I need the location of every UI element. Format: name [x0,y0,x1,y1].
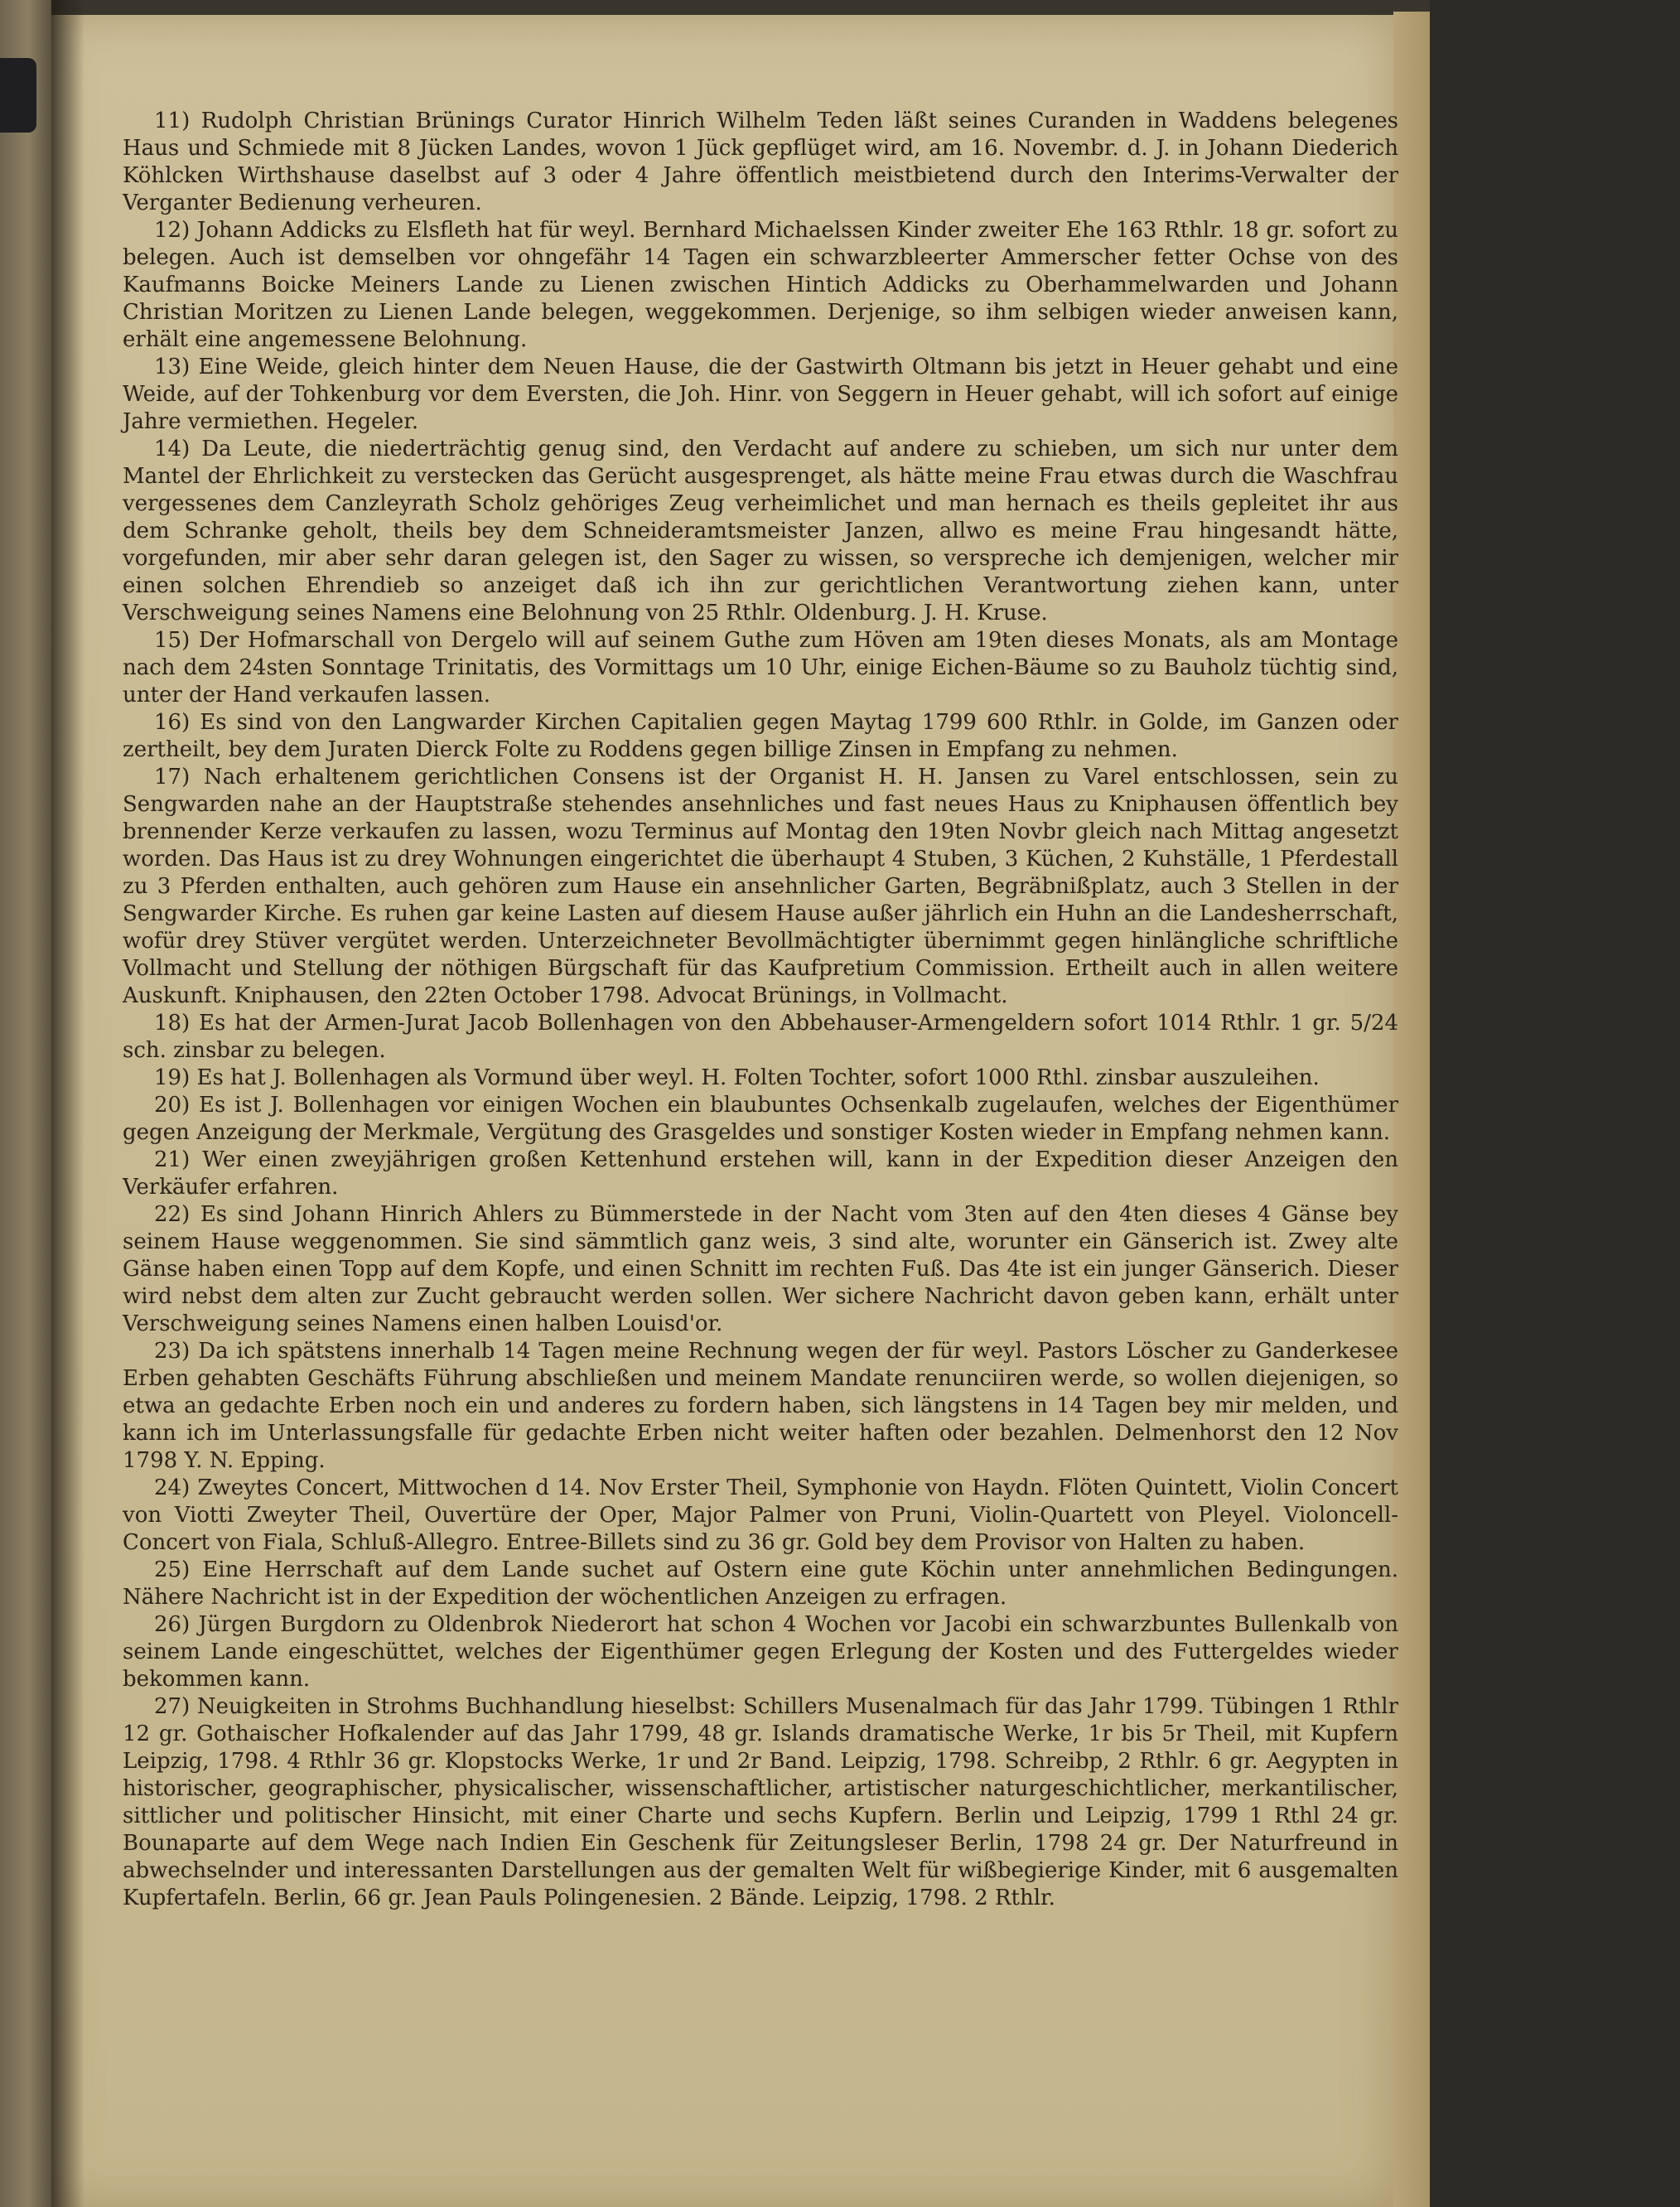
entry-16: 16) Es sind von den Langwarder Kirchen Capitalien gegen Maytag 1799 600 Rthlr. in Golde, im Ganzen oder zertheilt, bey dem Juraten Dierck Folte zu Roddens gegen billige Zinsen in Empfang zu nehmen. [123,710,1398,762]
entry-25: 25) Eine Herrschaft auf dem Lande suchet auf Ostern eine gute Köchin unter annehmlichen Bedingungen. Nähere Nachricht ist in der Expedition der wöchentlichen Anzeigen zu erfragen. [123,1557,1398,1610]
entry-27: 27) Neuigkeiten in Strohms Buchhandlung hieselbst: Schillers Musenalmach für das Jahr 1799. Tübingen 1 Rthlr 12 gr. Gothaischer Hofkalender auf das Jahr 1799, 48 gr. Islands dramatische Werke, 1r bis 5r Theil, mit Kupfern Leipzig, 1798. 4 Rthlr 36 gr. Klopstocks Werke, 1r und 2r Band. Leipzig, 1798. Schreibp, 2 Rthlr. 6 gr. Aegypten in historischer, geographischer, physicalischer, wissenschaftlicher, artistischer naturgeschichtlicher, merkantilischer, sittlicher und politischer Hinsicht, mit einer Charte und sechs Kupfern. Berlin und Leipzig, 1799 1 Rthl 24 gr. Bounaparte auf dem Wege nach Indien Ein Geschenk für Zeitungsleser Berlin, 1798 24 gr. Der Naturfreund in abwechselnder und interessanten Darstellungen aus der gemalten Welt für wißbegierige Kinder, mit 6 ausgemalten Kupfertafeln. Berlin, 66 gr. Jean Pauls Polingenesien. 2 Bände. Leipzig, 1798. 2 Rthlr. [123,1694,1398,1910]
entry-19: 19) Es hat J. Bollenhagen als Vormund über weyl. H. Folten Tochter, sofort 1000 Rthl. zinsbar auszuleihen. [154,1065,1320,1090]
page-edge [1393,12,1430,2207]
entry-24: 24) Zweytes Concert, Mittwochen d 14. Nov Erster Theil, Symphonie von Haydn. Flöten Quintett, Violin Concert von Viotti Zweyter Theil, Ouvertüre der Oper, Major Palmer von Pruni, Violin-Quartett von Pleyel. Violoncell-Concert von Fiala, Schluß-Allegro. Entree-Billets sind zu 36 gr. Gold bey dem Provisor von Halten zu haben. [123,1475,1398,1555]
facing-page-edge [0,0,51,2207]
entry-20: 20) Es ist J. Bollenhagen vor einigen Wochen ein blaubuntes Ochsenkalb zugelaufen, welches der Eigenthümer gegen Anzeigung der Merkmale, Vergütung des Grasgeldes und sonstiger Kosten wieder in Empfang nehmen kann. [123,1093,1398,1145]
entry-12: 12) Johann Addicks zu Elsfleth hat für weyl. Bernhard Michaelssen Kinder zweiter Ehe 163 Rthlr. 18 gr. sofort zu belegen. Auch ist demselben vor ohngefähr 14 Tagen ein schwarzbleerter Ammerscher fetter Ochse von des Kaufmanns Boicke Meiners Lande zu Lienen zwischen Hintich Addicks zu Oberhammelwarden und Johann Christian Moritzen zu Lienen Lande belegen, weggekommen. Derjenige, so ihm selbigen wieder anweisen kann, erhält eine angemessene Belohnung. [123,218,1398,352]
binding-clip [0,58,36,133]
entry-18: 18) Es hat der Armen-Jurat Jacob Bollenhagen von den Abbehauser-Armengeldern sofort 1014 Rthlr. 1 gr. 5/24 sch. zinsbar zu belegen. [123,1011,1398,1063]
entry-15: 15) Der Hofmarschall von Dergelo will auf seinem Guthe zum Höven am 19ten dieses Monats, als am Montage nach dem 24sten Sonntage Trinitatis, des Vormittags um 10 Uhr, einige Eichen-Bäume so zu Bauholz tüchtig sind, unter der Hand verkaufen lassen. [123,628,1398,707]
entry-14: 14) Da Leute, die niederträchtig genug sind, den Verdacht auf andere zu schieben, um sich nur unter dem Mantel der Ehrlichkeit zu verstecken das Gerücht ausgesprenget, als hätte meine Frau etwas durch die Waschfrau vergessenes dem Canzleyrath Scholz gehöriges Zeug verheimlichet und man hernach es theils gepleitet ihr aus dem Schranke geholt, theils bey dem Schneideramtsmeister Janzen, allwo es meine Frau hingesandt hätte, vorgefunden, mir aber sehr daran gelegen ist, den Sager zu wissen, so verspreche ich demjenigen, welcher mir einen solchen Ehrendieb so anzeiget daß ich ihn zur gerichtlichen Verantwortung ziehen kann, unter Verschweigung seines Namens eine Belohnung von 25 Rthlr. Oldenburg. J. H. Kruse. [123,437,1398,625]
entry-26: 26) Jürgen Burgdorn zu Oldenbrok Niederort hat schon 4 Wochen vor Jacobi ein schwarzbuntes Bullenkalb von seinem Lande eingeschüttet, welches der Eigenthümer gegen Erlegung der Kosten und des Futtergeldes wieder bekommen kann. [123,1612,1398,1692]
entry-23: 23) Da ich spätstens innerhalb 14 Tagen meine Rechnung wegen der für weyl. Pastors Löscher zu Ganderkesee Erben gehabten Geschäfts Führung abschließen und meinem Mandate renunciiren werde, so wollen diejenigen, so etwa an gedachte Erben noch ein und anderes zu fordern haben, sich längstens in 14 Tagen bey mir melden, und kann ich im Unterlassungsfalle für gedachte Erben nicht weiter haften oder bezahlen. Delmenhorst den 12 Nov 1798 Y. N. Epping. [123,1339,1398,1473]
entry-13: 13) Eine Weide, gleich hinter dem Neuen Hause, die der Gastwirth Oltmann bis jetzt in Heuer gehabt und eine Weide, auf der Tohkenburg vor dem Eversten, die Joh. Hinr. von Seggern in Heuer gehabt, will ich sofort auf einige Jahre vermiethen. Hegeler. [123,355,1398,434]
scan-backdrop [1430,0,1680,2207]
entry-22: 22) Es sind Johann Hinrich Ahlers zu Bümmerstede in der Nacht vom 3ten auf den 4ten dieses 4 Gänse bey seinem Hause weggenommen. Sie sind sämmtlich ganz weis, 3 sind alte, worunter ein Gänserich ist. Zwey alte Gänse haben einen Topp auf dem Kopfe, und einen Schnitt im rechten Fuß. Das 4te ist ein junger Gänserich. Dieser wird nebst dem alten zur Zucht gebraucht werden sollen. Wer sichere Nachricht davon geben kann, erhält unter Verschweigung seines Namens einen halben Louisd'or. [123,1202,1398,1336]
spine-shadow [51,0,84,2207]
entry-11: 11) Rudolph Christian Brünings Curator Hinrich Wilhelm Teden läßt seines Curanden in Waddens belegenes Haus und Schmiede mit 8 Jücken Landes, wovon 1 Jück gepflüget wird, am 16. Novembr. d. J. in Johann Diederich Köhlcken Wirthshause daselbst auf 3 oder 4 Jahre öffentlich meistbietend durch den Interims-Verwalter der Verganter Bedienung verheuren. [123,109,1398,215]
entry-21: 21) Wer einen zweyjährigen großen Kettenhund erstehen will, kann in der Expedition dieser Anzeigen den Verkäufer erfahren. [123,1147,1398,1200]
entry-17: 17) Nach erhaltenem gerichtlichen Consens ist der Organist H. H. Jansen zu Varel entschlossen, sein zu Sengwarden nahe an der Hauptstraße stehendes ansehnliches und fast neues Haus zu Kniphausen öffentlich bey brennender Kerze verkaufen zu lassen, wozu Terminus auf Montag den 19ten Novbr gleich nach Mittag angesetzt worden. Das Haus ist zu drey Wohnungen eingerichtet die überhaupt 4 Stuben, 3 Küchen, 2 Kuhställe, 1 Pferdestall zu 3 Pferden enthalten, auch gehören zum Hause ein ansehnlicher Garten, Begräbnißplatz, auch 3 Stellen in der Sengwarder Kirche. Es ruhen gar keine Lasten auf diesem Hause außer jährlich ein Huhn an die Landesherrschaft, wofür drey Stüver vergütet werden. Unterzeichneter Bevollmächtigter übernimmt gegen hinlängliche schriftliche Vollmacht und Stellung der nöthigen Bürgschaft für das Kaufpretium Commission. Ertheilt auch in allen weitere Auskunft. Kniphausen, den 22ten October 1798. Advocat Brünings, in Vollmacht. [123,765,1398,1008]
advertisement-column [123,108,1398,1912]
